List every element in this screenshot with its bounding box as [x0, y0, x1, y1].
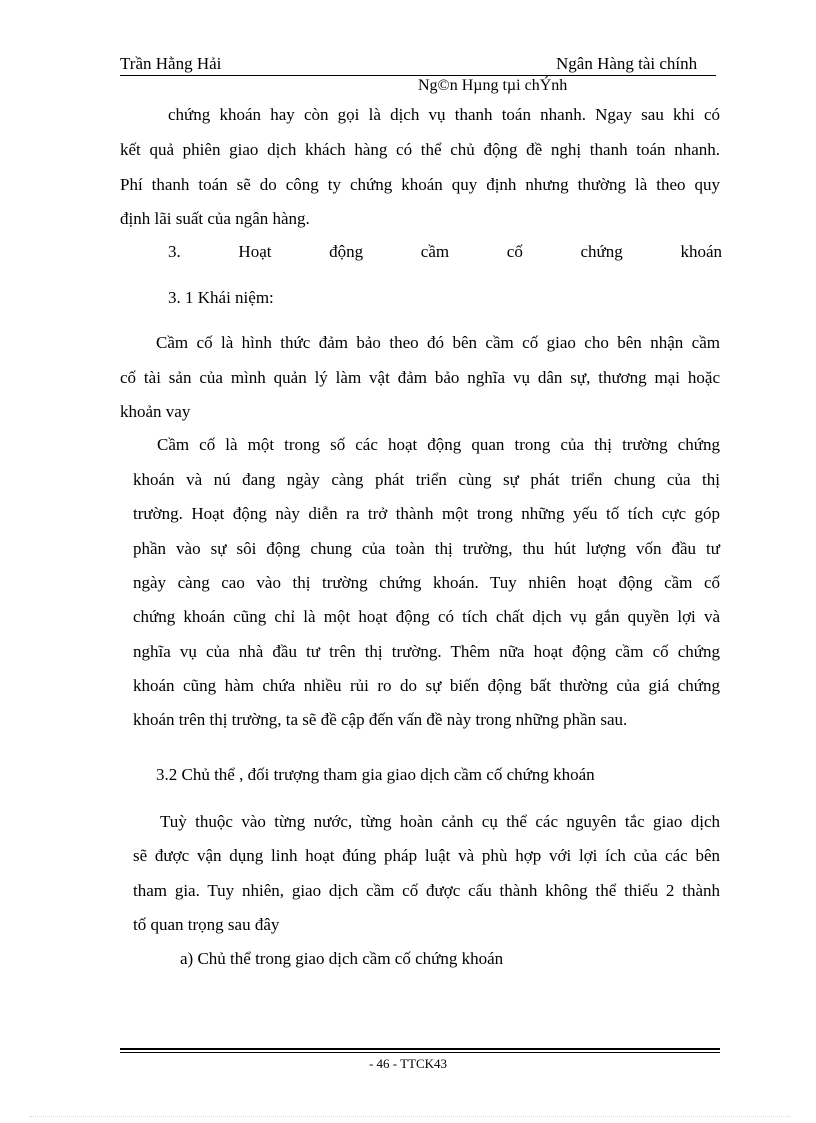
footer-rule-thin — [120, 1052, 720, 1053]
section-heading-3-2: 3.2 Chủ thể , đối trượng tham gia giao dịch cầm cố chứng khoán — [156, 765, 595, 784]
page-edge-rule — [30, 1116, 790, 1117]
body-line: Cầm cố là một trong số các hoạt động quan trong của thị trường chứng — [157, 435, 720, 454]
page-number: - 46 - TTCK43 — [368, 1056, 448, 1071]
body-line: ngày càng cao vào thị trường chứng khoán. Tuy nhiên hoạt động cầm cố — [133, 573, 720, 592]
section-heading-3: 3. Hoạt động cầm cố chứng khoán — [168, 242, 722, 261]
header-subtitle: Ng©n Hµng tµi chÝnh — [418, 77, 568, 94]
body-line: khoán cũng hàm chứa nhiều rủi ro do sự biến động bất thường của giá chứng — [133, 676, 720, 695]
body-line: Tuỳ thuộc vào từng nước, từng hoàn cảnh cụ thể các nguyên tắc giao dịch — [160, 812, 720, 831]
body-line: khoản vay — [120, 402, 191, 421]
section-heading-3-1: 3. 1 Khái niệm: — [168, 288, 274, 307]
footer-rule-thick — [120, 1048, 720, 1050]
body-line: sẽ được vận dụng linh hoạt đúng pháp luật và phù hợp với lợi ích của các bên — [133, 846, 720, 865]
header-title: Ngân Hàng tài chính — [556, 54, 698, 73]
body-line: tố quan trọng sau đây — [133, 915, 280, 934]
body-line: cố tài sản của mình quản lý làm vật đảm bảo nghĩa vụ dân sự, thương mại hoặc — [120, 368, 720, 387]
body-line: phần vào sự sôi động chung của toàn thị trường, thu hút lượng vốn đầu tư — [133, 539, 720, 558]
body-line: nghĩa vụ của nhà đầu tư trên thị trường. Thêm nữa hoạt động cầm cố chứng — [133, 642, 720, 661]
body-line: khoán trên thị trường, ta sẽ đề cập đến vấn đề này trong những phần sau. — [133, 710, 628, 729]
body-line: chứng khoán hay còn gọi là dịch vụ thanh toán nhanh. Ngay sau khi có — [168, 105, 720, 124]
body-line: kết quả phiên giao dịch khách hàng có thể chủ động đề nghị thanh toán nhanh. — [120, 140, 720, 159]
body-line: tham gia. Tuy nhiên, giao dịch cầm cố được cấu thành không thể thiếu 2 thành — [133, 881, 720, 900]
body-line: định lãi suất của ngân hàng. — [120, 209, 310, 228]
header-author: Trần Hằng Hải — [120, 54, 222, 73]
header-rule — [120, 75, 716, 76]
list-item-a: a) Chủ thể trong giao dịch cầm cố chứng khoán — [180, 949, 504, 968]
body-line: khoán và nú đang ngày càng phát triển cùng sự phát triển chung của thị — [133, 470, 720, 489]
body-line: Phí thanh toán sẽ do công ty chứng khoán quy định nhưng thường là theo quy — [120, 175, 720, 194]
body-line: Cầm cố là hình thức đảm bảo theo đó bên cầm cố giao cho bên nhận cầm — [156, 333, 720, 352]
body-line: chứng khoán cũng chỉ là một hoạt động có tích chất dịch vụ gắn quyền lợi và — [133, 607, 720, 626]
body-line: trường. Hoạt động này diễn ra trở thành một trong những yếu tố tích cực góp — [133, 504, 720, 523]
